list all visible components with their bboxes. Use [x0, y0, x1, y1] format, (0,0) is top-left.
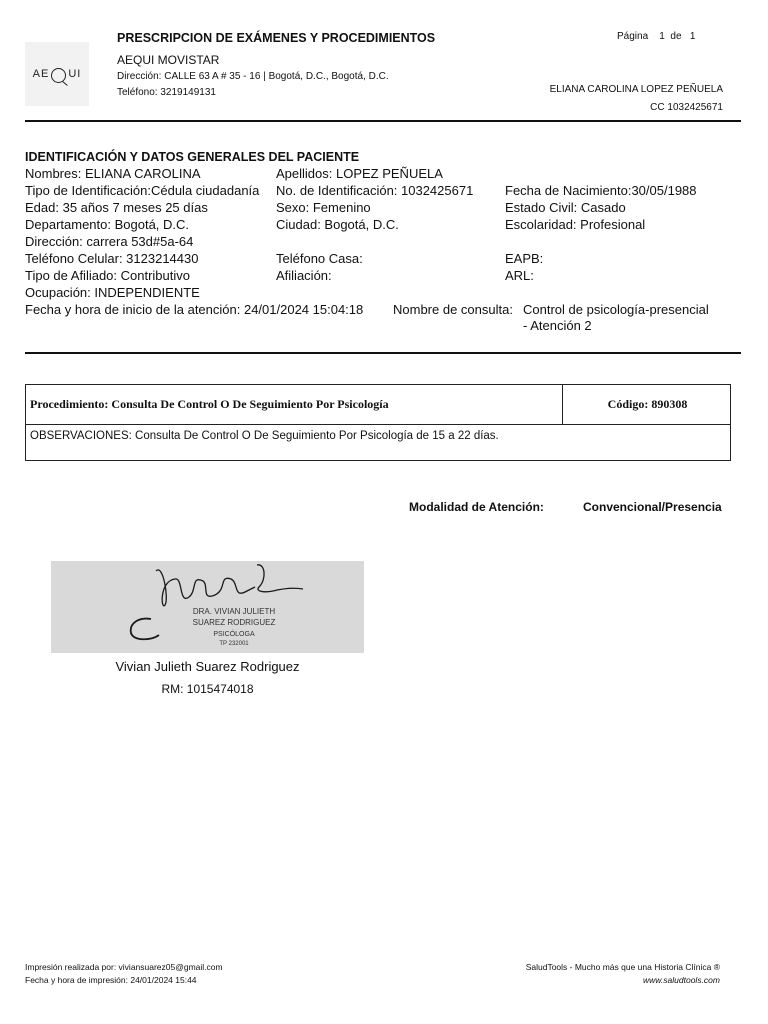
patient-fecha-nacimiento: Fecha de Nacimiento:30/05/1988 [505, 183, 697, 198]
consulta-name-line1: Control de psicología-presencial [523, 302, 709, 317]
footer-brand: SaludTools - Mucho más que una Historia Clínica ® [525, 962, 720, 972]
patient-num-id: No. de Identificación: 1032425671 [276, 183, 474, 198]
patient-afiliacion: Afiliación: [276, 268, 332, 283]
logo-letter: U [68, 68, 78, 80]
company-phone: Teléfono: 3219149131 [117, 87, 216, 98]
attention-start-datetime: Fecha y hora de inicio de la atención: 24/01/2024 15:04:18 [25, 302, 364, 317]
stamp-line3: PSICÓLOGA [213, 631, 255, 638]
procedure-code: Código: 890308 [607, 397, 688, 411]
consulta-name-line2: - Atención 2 [523, 318, 592, 333]
logo-letter: E [40, 68, 50, 80]
signer-name: Vivian Julieth Suarez Rodriguez [115, 659, 300, 674]
consulta-label: Nombre de consulta: [393, 302, 513, 317]
stamp-line1: DRA. VIVIAN JULIETH [192, 607, 276, 616]
signature-image [51, 561, 364, 653]
stamp-line4: TP 232001 [219, 641, 249, 647]
page-label: Página [617, 31, 649, 42]
patient-direccion: Dirección: carrera 53d#5a-64 [25, 234, 194, 249]
signature-stamp [51, 561, 364, 653]
header-divider [25, 120, 741, 122]
patient-estado-civil: Estado Civil: Casado [505, 200, 626, 215]
footer-website: www.saludtools.com [642, 975, 720, 985]
company-logo [25, 42, 89, 106]
procedure-header-row [26, 385, 730, 425]
patient-section-title: IDENTIFICACIÓN Y DATOS GENERALES DEL PACIENTE [25, 150, 360, 164]
footer-printed-at: Fecha y hora de impresión: 24/01/2024 15:44 [25, 975, 197, 985]
document-title: PRESCRIPCION DE EXÁMENES Y PROCEDIMIENTOS [117, 31, 436, 45]
header-patient-id: CC 1032425671 [650, 102, 723, 113]
patient-sexo: Sexo: Femenino [276, 200, 371, 215]
company-name: AEQUI MOVISTAR [117, 53, 220, 67]
header-patient-name: ELIANA CAROLINA LOPEZ PEÑUELA [549, 84, 723, 95]
logo-q-icon [51, 68, 66, 83]
logo-letter: A [32, 68, 41, 80]
patient-tipo-afiliado: Tipo de Afiliado: Contributivo [25, 268, 191, 283]
patient-nombres: Nombres: ELIANA CAROLINA [25, 166, 201, 181]
patient-apellidos: Apellidos: LOPEZ PEÑUELA [276, 166, 443, 181]
footer-printed-by: Impresión realizada por: viviansuarez05@gmail.com [25, 962, 223, 972]
patient-ocupacion: Ocupación: INDEPENDIENTE [25, 285, 200, 300]
procedure-table [25, 384, 731, 461]
modality-value: Convencional/Presencia [583, 500, 722, 514]
procedure-name: Procedimiento: Consulta De Control O De Seguimiento Por Psicología [30, 397, 389, 411]
patient-arl: ARL: [505, 268, 534, 283]
page-total: 1 [689, 31, 696, 42]
patient-divider [25, 352, 741, 354]
company-address: Dirección: CALLE 63 A # 35 - 16 | Bogotá, D.C., Bogotá, D.C. [117, 71, 389, 82]
patient-escolaridad: Escolaridad: Profesional [505, 217, 646, 232]
modality-label: Modalidad de Atención: [409, 500, 544, 514]
procedure-observations: OBSERVACIONES: Consulta De Control O De Seguimiento Por Psicología de 15 a 22 días. [30, 430, 499, 442]
patient-tipo-id: Tipo de Identificación:Cédula ciudadanía [25, 183, 260, 198]
page-current: 1 [659, 31, 665, 42]
page-indicator [617, 31, 695, 42]
logo-letter: I [77, 68, 82, 80]
patient-eapb: EAPB: [505, 251, 544, 266]
stamp-line2: SUAREZ RODRIGUEZ [192, 618, 276, 627]
patient-edad: Edad: 35 años 7 meses 25 días [25, 200, 208, 215]
patient-telefono-casa: Teléfono Casa: [276, 251, 363, 266]
signer-rm: RM: 1015474018 [161, 682, 254, 696]
patient-telefono-celular: Teléfono Celular: 3123214430 [25, 251, 199, 266]
patient-ciudad: Ciudad: Bogotá, D.C. [276, 217, 399, 232]
patient-departamento: Departamento: Bogotá, D.C. [25, 217, 190, 232]
page-of: de [670, 31, 682, 42]
